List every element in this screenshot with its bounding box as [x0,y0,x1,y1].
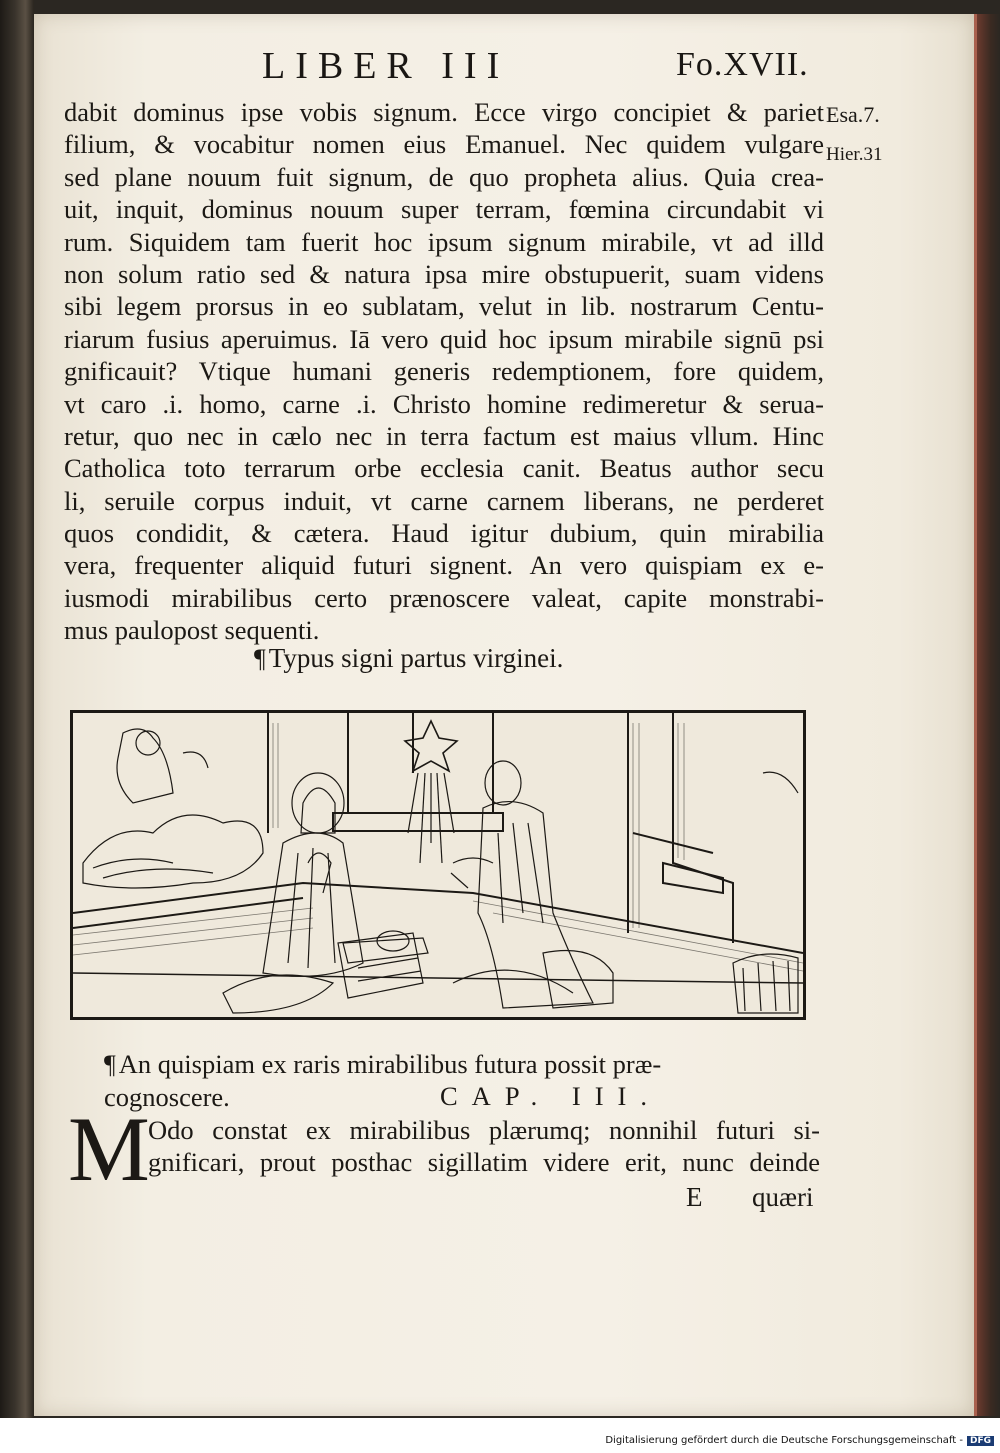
drop-capital: M [68,1098,150,1200]
marginal-note-hier: Hier.31 [826,144,883,165]
text-line: gnificauit? Vtique humani generis redemptionem, fore quidem, [64,356,824,387]
chapter-question [104,1048,824,1081]
text-line: iusmodi mirabilibus certo prænoscere valeat, capite monstrabi- [64,582,824,613]
figure-caption-text: Typus signi partus virginei. [268,643,564,673]
text-line: dabit dominus ipse vobis signum. Ecce virgo concipiet & pariet [64,97,824,127]
chapter-heading [104,1048,824,1114]
chapter-body-text [148,1114,820,1179]
credit-text: Digitalisierung gefördert durch die Deutsche Forschungsgemeinschaft - [605,1435,963,1446]
text-line: li, seruile corpus induit, vt carne carnem liberans, ne perderet [64,485,824,516]
page-edge-right [977,14,1000,1416]
text-line: sibi legem prorsus in eo sublatam, velut in lib. nostrarum Centu- [64,291,824,322]
text-line: rum. Siquidem tam fuerit hoc ipsum signum mirabile, vt ad illd [64,226,824,257]
woodcut-illustration [70,710,806,1020]
text-line: quos condidit, & cætera. Haud igitur dubium, quin mirabilia [64,518,824,549]
text-line: sed plane nouum fuit signum, de quo propheta alius. Quia crea- [64,161,824,192]
figure-caption [254,643,563,674]
text-line: retur, quo nec in cælo nec in terra factum est maius vllum. Hinc [64,420,824,451]
dfg-logo: DFG [967,1436,994,1446]
running-head-title: LIBER III [262,45,510,87]
pilcrow-mark: ¶ [104,1050,116,1079]
signature-mark: E [686,1182,703,1212]
text-line: uit, inquit, dominus nouum super terram, fœmina circundabit vi [64,194,824,225]
text-line: vt caro .i. homo, carne .i. Christo homine redimeretur & serua- [64,388,824,419]
text-line: Odo constat ex mirabilibus plærumq; nonnihil futuri si- [148,1115,820,1145]
chapter-question-line1: An quispiam ex raris mirabilibus futura possit præ- [118,1049,662,1079]
catchword: quæri [752,1182,814,1212]
chapter-question-line2: cognoscere. [104,1082,230,1113]
digitization-credit [605,1435,994,1446]
text-line: filium, & vocabitur nomen eius Emanuel. Nec quidem vulgare [64,129,824,160]
marginal-note-esa: Esa.7. [826,102,880,127]
running-head [0,44,1000,88]
text-line: Catholica toto terrarum orbe ecclesia canit. Beatus author secu [64,453,824,484]
chapter-number: CAP. III. [440,1081,661,1111]
text-line: mus paulopost sequenti. [64,615,320,646]
folio-number: Fo.XVII. [676,46,809,83]
pilcrow-mark: ¶ [254,644,266,673]
text-line: non solum ratio sed & natura ipsa mire obstupuerit, suam videns [64,258,824,289]
text-line: vera, frequenter aliquid futuri signent. An vero quispiam ex e- [64,550,824,581]
book-spine-left [0,0,34,1420]
text-line: gnificari, prout posthac sigillatim videre erit, nunc deinde [148,1147,820,1178]
nativity-woodcut-image [73,713,803,1017]
body-text [64,96,824,647]
text-line: riarum fusius aperuimus. Iā vero quid hoc ipsum mirabile signū psi [64,323,824,354]
